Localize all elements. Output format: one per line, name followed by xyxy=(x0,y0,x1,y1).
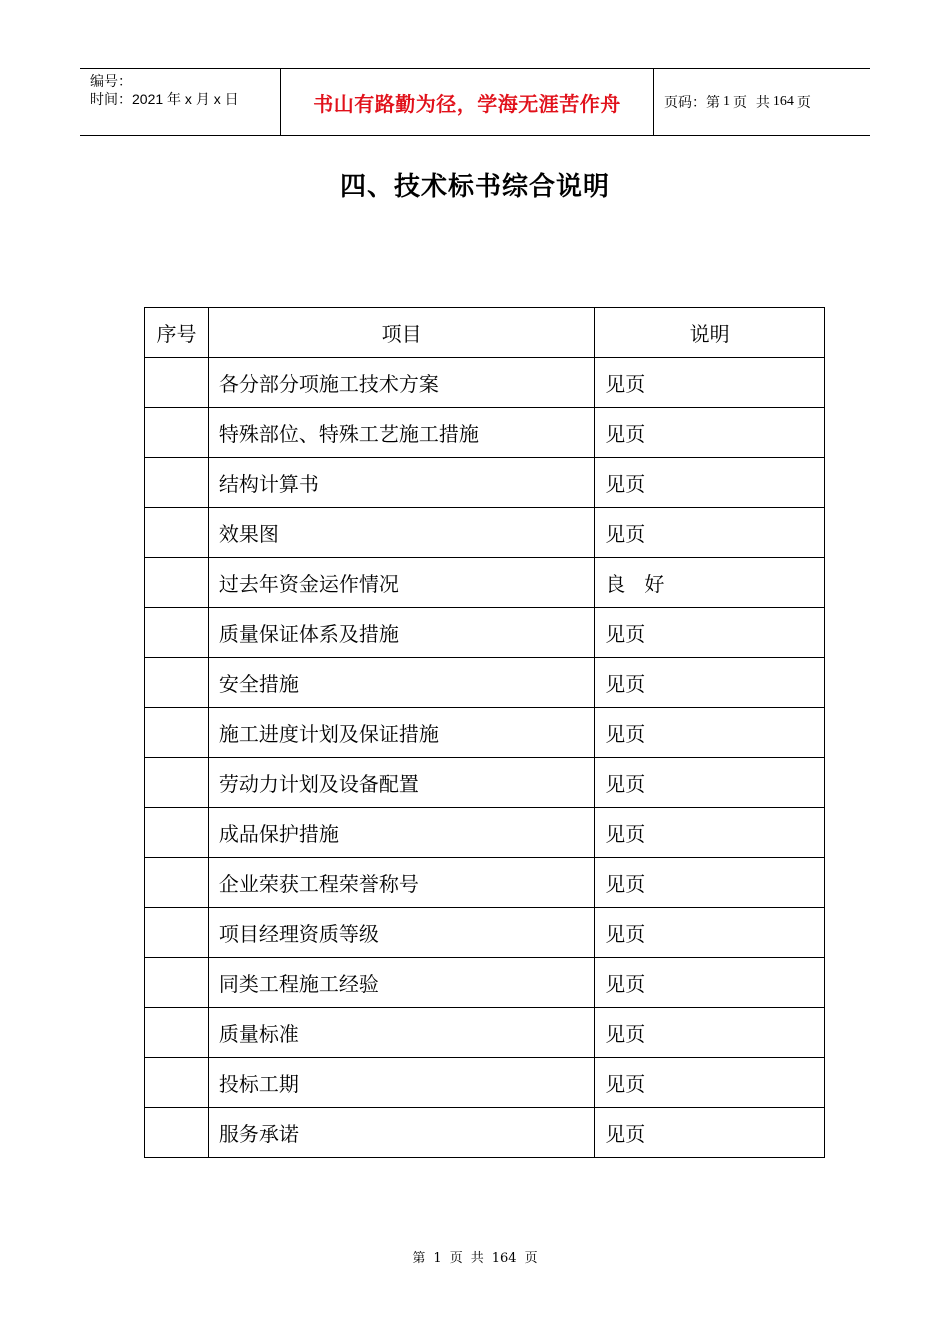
header-meta xyxy=(80,69,281,135)
cell-note: 良 好 xyxy=(595,558,825,608)
page-suffix: 页 xyxy=(796,95,811,111)
table-row xyxy=(145,558,825,608)
table-row xyxy=(145,1008,825,1058)
table-row xyxy=(145,1108,825,1158)
cell-item: 安全措施 xyxy=(208,658,594,708)
cell-no xyxy=(145,858,209,908)
cell-item: 结构计算书 xyxy=(208,458,594,508)
table-row xyxy=(145,408,825,458)
page-footer xyxy=(0,1247,950,1266)
cell-note: 见页 xyxy=(595,958,825,1008)
page-header xyxy=(80,68,870,136)
cell-item: 投标工期 xyxy=(208,1058,594,1108)
table-row xyxy=(145,708,825,758)
cell-no xyxy=(145,1058,209,1108)
cell-note: 见页 xyxy=(595,808,825,858)
cell-no xyxy=(145,508,209,558)
footer-prefix: 第 xyxy=(412,1251,426,1266)
column-header-no: 序号 xyxy=(145,308,209,358)
cell-note: 见页 xyxy=(595,1008,825,1058)
cell-no xyxy=(145,1008,209,1058)
cell-item: 特殊部位、特殊工艺施工措施 xyxy=(208,408,594,458)
cell-item: 劳动力计划及设备配置 xyxy=(208,758,594,808)
cell-item: 成品保护措施 xyxy=(208,808,594,858)
table-row xyxy=(145,1058,825,1108)
cell-item: 过去年资金运作情况 xyxy=(208,558,594,608)
footer-mid1: 页 xyxy=(449,1251,463,1266)
cell-item: 质量标准 xyxy=(208,1008,594,1058)
column-header-note: 说明 xyxy=(595,308,825,358)
cell-no xyxy=(145,1108,209,1158)
page-mid: 页 共 xyxy=(733,95,770,111)
document-title: 四、技术标书综合说明 xyxy=(339,172,610,202)
page-prefix: 页码：第 xyxy=(664,95,720,111)
cell-item: 企业荣获工程荣誉称号 xyxy=(208,858,594,908)
cell-note: 见页 xyxy=(595,358,825,408)
cell-no xyxy=(145,958,209,1008)
table-row xyxy=(145,508,825,558)
time-label: 时间：2021 年 x 月 x 日 xyxy=(90,91,239,107)
cell-no xyxy=(145,408,209,458)
page-current: 1 xyxy=(723,94,730,109)
table-row xyxy=(145,458,825,508)
page-total: 164 xyxy=(772,94,794,109)
table-row xyxy=(145,958,825,1008)
table-row xyxy=(145,658,825,708)
cell-note: 见页 xyxy=(595,1108,825,1158)
cell-no xyxy=(145,358,209,408)
cell-item: 服务承诺 xyxy=(208,1108,594,1158)
footer-current: 1 xyxy=(433,1251,442,1266)
cell-note: 见页 xyxy=(595,758,825,808)
footer-suffix: 页 xyxy=(524,1251,538,1266)
number-label: 编号： xyxy=(90,73,132,89)
header-motto: 书山有路勤为径，学海无涯苦作舟 xyxy=(281,69,654,135)
cell-no xyxy=(145,708,209,758)
table-row xyxy=(145,858,825,908)
cell-item: 施工进度计划及保证措施 xyxy=(208,708,594,758)
footer-total: 164 xyxy=(491,1251,517,1266)
cell-item: 质量保证体系及措施 xyxy=(208,608,594,658)
cell-no xyxy=(145,758,209,808)
table-row xyxy=(145,358,825,408)
cell-note: 见页 xyxy=(595,1058,825,1108)
cell-no xyxy=(145,458,209,508)
cell-item: 同类工程施工经验 xyxy=(208,958,594,1008)
summary-table xyxy=(144,307,825,1158)
cell-item: 各分部分项施工技术方案 xyxy=(208,358,594,408)
table-row xyxy=(145,808,825,858)
cell-no xyxy=(145,808,209,858)
cell-item: 效果图 xyxy=(208,508,594,558)
cell-no xyxy=(145,608,209,658)
cell-no xyxy=(145,908,209,958)
cell-note: 见页 xyxy=(595,458,825,508)
table-row xyxy=(145,758,825,808)
header-page-info xyxy=(654,69,870,135)
table-row xyxy=(145,608,825,658)
cell-note: 见页 xyxy=(595,408,825,458)
cell-note: 见页 xyxy=(595,508,825,558)
table-header-row xyxy=(145,308,825,358)
cell-no xyxy=(145,658,209,708)
cell-no xyxy=(145,558,209,608)
footer-mid2: 共 xyxy=(470,1251,484,1266)
cell-note: 见页 xyxy=(595,708,825,758)
cell-item: 项目经理资质等级 xyxy=(208,908,594,958)
column-header-item: 项目 xyxy=(208,308,594,358)
cell-note: 见页 xyxy=(595,908,825,958)
cell-note: 见页 xyxy=(595,608,825,658)
table-row xyxy=(145,908,825,958)
cell-note: 见页 xyxy=(595,858,825,908)
cell-note: 见页 xyxy=(595,658,825,708)
